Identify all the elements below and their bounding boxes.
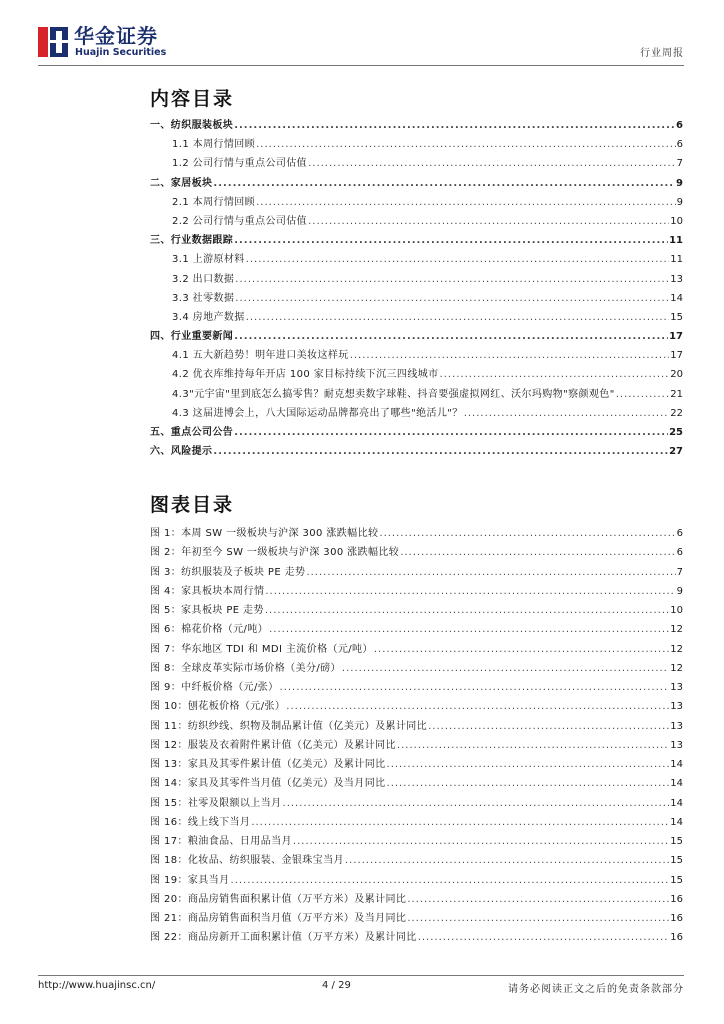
dot-leader: [234, 327, 668, 346]
figure-list: [150, 524, 683, 948]
dot-leader: [374, 640, 669, 659]
dot-leader: [308, 212, 669, 231]
figure-entry[interactable]: [150, 601, 683, 620]
toc-entry-page: 7: [676, 158, 683, 170]
figure-entry-text: 图 22：商品房新开工面积累计值（万平方米）及累计同比: [150, 932, 417, 944]
dot-leader: [286, 697, 669, 716]
dot-leader: [464, 404, 670, 423]
toc-entry-page: 6: [676, 139, 683, 151]
dot-leader: [293, 832, 669, 851]
figure-entry[interactable]: [150, 640, 683, 659]
dot-leader: [269, 620, 669, 639]
huajin-logo-icon: [38, 27, 68, 57]
figure-entry[interactable]: [150, 755, 683, 774]
toc-entry-page: 11: [670, 254, 683, 266]
dot-leader: [256, 193, 676, 212]
figure-entry-text: 图 8：全球皮革实际市场价格（美分/磅）: [150, 662, 341, 674]
toc-entry[interactable]: [150, 346, 683, 365]
toc-entry-page: 17: [669, 331, 683, 343]
toc-entry[interactable]: [150, 212, 683, 231]
figure-entry[interactable]: [150, 794, 683, 813]
figure-entry-text: 图 15：社零及限额以上当月: [150, 797, 282, 809]
figure-entry-text: 图 12：服装及衣着附件累计值（亿美元）及累计同比: [150, 739, 396, 751]
toc-entry[interactable]: [150, 308, 683, 327]
toc-entry-text: 2.1 本周行情回顾: [172, 196, 256, 208]
dot-leader: [342, 659, 669, 678]
footer-url-link[interactable]: http://www.huajinsc.cn/: [38, 980, 156, 991]
table-of-contents: [150, 116, 683, 461]
toc-entry-text: 五、重点公司公告: [150, 427, 234, 438]
toc-entry-page: 13: [670, 273, 683, 285]
toc-entry-text: 1.2 公司行情与重点公司估值: [172, 158, 308, 170]
figure-entry-text: 图 19：家具当月: [150, 874, 230, 886]
toc-entry-text: 4.2 优衣库维持每年开店 100 家目标持续下沉三四线城市: [172, 369, 439, 381]
dot-leader: [418, 928, 670, 947]
toc-entry-text: 一、纺织服装板块: [150, 120, 234, 131]
figure-entry-text: 图 3：纺织服装及子板块 PE 走势: [150, 566, 306, 578]
dot-leader: [407, 890, 669, 909]
figure-entry-text: 图 1：本周 SW 一级板块与沪深 300 涨跌幅比较: [150, 528, 379, 539]
figure-entry-page: 7: [676, 566, 683, 578]
figure-entry[interactable]: [150, 909, 683, 928]
figure-entry-page: 13: [670, 720, 683, 732]
figure-entry-text: 图 17：粮油食品、日用品当月: [150, 836, 292, 847]
figure-entry[interactable]: [150, 832, 683, 851]
toc-entry[interactable]: [150, 442, 683, 461]
header-divider: [38, 65, 684, 66]
toc-entry[interactable]: [150, 154, 683, 173]
figure-entry-page: 14: [670, 778, 683, 790]
figure-entry[interactable]: [150, 543, 683, 562]
toc-entry-text: 四、行业重要新闻: [150, 331, 234, 343]
dot-leader: [246, 250, 670, 269]
toc-entry-text: 4.3 这届进博会上，八大国际运动品牌都亮出了哪些"绝活儿"？: [172, 407, 463, 419]
page-number: 4 / 29: [322, 980, 351, 991]
figure-entry[interactable]: [150, 871, 683, 890]
figure-entry[interactable]: [150, 697, 683, 716]
page-header: [38, 22, 684, 66]
figure-entry-page: 15: [670, 855, 683, 867]
toc-entry-text: 六、风险提示: [150, 446, 213, 458]
figure-entry-text: 图 5：家具板块 PE 走势: [150, 605, 264, 616]
toc-entry-text: 3.2 出口数据: [172, 273, 235, 285]
dot-leader: [234, 116, 675, 135]
figure-entry-text: 图 7：华东地区 TDI 和 MDI 主流价格（元/吨）: [150, 643, 373, 655]
figure-entry[interactable]: [150, 678, 683, 697]
dot-leader: [280, 678, 670, 697]
logo-english-name: Huajin Securities: [75, 47, 167, 58]
figure-entry-text: 图 4：家具板块本周行情: [150, 585, 265, 597]
toc-entry-text: 3.3 社零数据: [172, 292, 235, 304]
report-type-label: 行业周报: [640, 48, 684, 59]
toc-entry-page: 20: [670, 369, 683, 381]
toc-entry-text: 2.2 公司行情与重点公司估值: [172, 215, 308, 227]
dot-leader: [283, 794, 670, 813]
figure-entry-page: 12: [670, 643, 683, 655]
figure-entry-text: 图 20：商品房销售面积累计值（万平方米）及累计同比: [150, 893, 407, 905]
figure-entry-text: 图 13：家具及其零件累计值（亿美元）及累计同比: [150, 759, 386, 770]
toc-entry[interactable]: [150, 250, 683, 269]
figure-entry-page: 10: [670, 605, 683, 616]
dot-leader: [231, 871, 670, 890]
dot-leader: [265, 601, 669, 620]
toc-entry-page: 25: [669, 427, 683, 438]
toc-entry[interactable]: [150, 327, 683, 346]
dot-leader: [345, 851, 669, 870]
toc-entry[interactable]: [150, 404, 683, 423]
figure-entry-page: 14: [670, 797, 683, 809]
figure-entry[interactable]: [150, 736, 683, 755]
logo-chinese-name: 华金证券: [74, 24, 158, 48]
dot-leader: [234, 423, 668, 442]
figure-entry-page: 12: [670, 624, 683, 636]
toc-entry-page: 10: [670, 215, 683, 227]
figure-entry[interactable]: [150, 813, 683, 832]
toc-entry[interactable]: [150, 423, 683, 442]
dot-leader: [407, 909, 669, 928]
figure-entry-text: 图 21：商品房销售面积当月值（万平方米）及当月同比: [150, 913, 407, 924]
figure-entry-text: 图 16：线上线下当月: [150, 816, 251, 828]
dot-leader: [235, 270, 669, 289]
dot-leader: [400, 543, 675, 562]
figure-entry-page: 13: [670, 739, 683, 751]
dot-leader: [379, 524, 675, 543]
figure-entry-text: 图 11：纺织纱线、织物及制品累计值（亿美元）及累计同比: [150, 720, 428, 732]
toc-entry-page: 14: [670, 292, 683, 304]
figure-entry-text: 图 14：家具及其零件当月值（亿美元）及当月同比: [150, 778, 386, 790]
figure-entry-page: 16: [670, 893, 683, 905]
figure-entry-text: 图 9：中纤板价格（元/张）: [150, 682, 279, 693]
toc-entry[interactable]: [150, 116, 683, 135]
toc-entry-page: 15: [670, 311, 683, 323]
footer-disclaimer: 请务必阅读正文之后的免责条款部分: [508, 984, 684, 995]
toc-entry[interactable]: [150, 174, 683, 193]
figure-entry-text: 图 18：化妆品、纺织服装、金银珠宝当月: [150, 855, 344, 867]
footer-divider: [38, 975, 684, 976]
figure-entry-page: 15: [670, 836, 683, 847]
figure-entry-page: 16: [670, 913, 683, 924]
toc-entry-text: 4.1 五大新趋势！明年进口美妆这样玩: [172, 350, 349, 362]
toc-entry-page: 9: [676, 196, 683, 208]
dot-leader: [387, 755, 670, 774]
dot-leader: [213, 174, 675, 193]
toc-title: 内容目录: [150, 88, 235, 110]
figure-entry[interactable]: [150, 524, 683, 543]
figure-entry-page: 6: [676, 528, 683, 539]
figure-entry-page: 16: [670, 932, 683, 944]
toc-entry-page: 17: [670, 350, 683, 362]
dot-leader: [213, 442, 668, 461]
toc-entry[interactable]: [150, 231, 683, 250]
toc-entry-text: 二、家居板块: [150, 177, 213, 189]
dot-leader: [246, 308, 670, 327]
dot-leader: [397, 736, 669, 755]
figure-entry[interactable]: [150, 774, 683, 793]
toc-entry[interactable]: [150, 193, 683, 212]
figure-entry-text: 图 10：刨花板价格（元/张）: [150, 701, 286, 713]
dot-leader: [265, 582, 675, 601]
figure-entry[interactable]: [150, 928, 683, 947]
figure-entry-page: 6: [676, 547, 683, 559]
figure-entry-page: 14: [670, 759, 683, 770]
figure-entry[interactable]: [150, 851, 683, 870]
figure-entry[interactable]: [150, 659, 683, 678]
dot-leader: [616, 385, 670, 404]
dot-leader: [387, 774, 670, 793]
figure-entry[interactable]: [150, 717, 683, 736]
figure-entry-page: 13: [670, 701, 683, 713]
figure-entry-page: 12: [670, 662, 683, 674]
figure-entry-page: 9: [676, 585, 683, 597]
figure-entry-text: 图 6：棉花价格（元/吨）: [150, 624, 269, 636]
toc-entry[interactable]: [150, 385, 683, 404]
figure-entry[interactable]: [150, 582, 683, 601]
figure-entry-page: 15: [670, 874, 683, 886]
toc-entry-text: 3.4 房地产数据: [172, 311, 245, 323]
toc-entry-text: 4.3"元宇宙"里到底怎么搞零售？耐克想卖数字球鞋、抖音要强虚拟网红、沃尔玛购物"察颜观色": [172, 388, 615, 400]
figure-entry[interactable]: [150, 563, 683, 582]
toc-entry-page: 6: [676, 120, 683, 131]
toc-entry-page: 27: [669, 446, 683, 458]
dot-leader: [256, 135, 676, 154]
toc-entry[interactable]: [150, 135, 683, 154]
toc-entry-page: 11: [669, 235, 683, 247]
toc-entry[interactable]: [150, 365, 683, 384]
figure-entry-text: 图 2：年初至今 SW 一级板块与沪深 300 涨跌幅比较: [150, 547, 400, 559]
toc-entry-page: 21: [670, 388, 683, 400]
figure-entry-page: 13: [670, 682, 683, 693]
toc-entry[interactable]: [150, 270, 683, 289]
figure-entry-page: 14: [670, 816, 683, 828]
dot-leader: [251, 813, 669, 832]
dot-leader: [350, 346, 670, 365]
figure-list-title: 图表目录: [150, 494, 235, 516]
toc-entry-page: 9: [676, 177, 683, 189]
dot-leader: [440, 365, 670, 384]
company-logo: [38, 25, 198, 61]
toc-entry-text: 三、行业数据跟踪: [150, 235, 234, 247]
dot-leader: [235, 289, 669, 308]
toc-entry-page: 22: [670, 407, 683, 419]
dot-leader: [308, 154, 676, 173]
dot-leader: [306, 563, 675, 582]
figure-entry[interactable]: [150, 890, 683, 909]
figure-entry[interactable]: [150, 620, 683, 639]
toc-entry-text: 1.1 本周行情回顾: [172, 139, 256, 151]
dot-leader: [234, 231, 668, 250]
toc-entry-text: 3.1 上游原材料: [172, 254, 245, 266]
dot-leader: [428, 717, 669, 736]
toc-entry[interactable]: [150, 289, 683, 308]
